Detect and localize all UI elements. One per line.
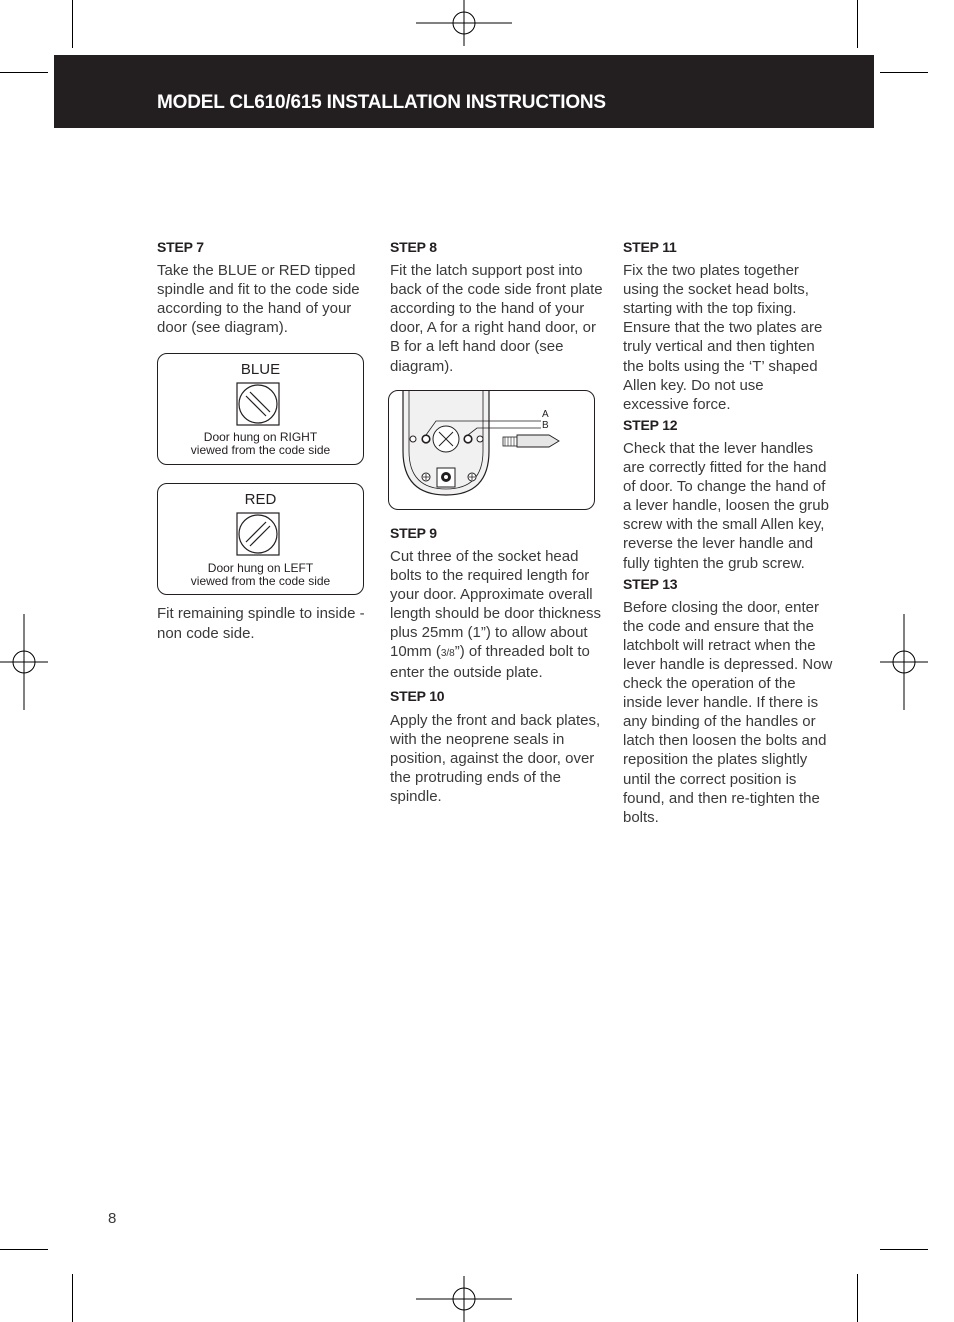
- red-label: RED: [244, 491, 277, 509]
- step-9-text-b: ”) of threaded bolt to enter the outside plate.: [390, 643, 590, 682]
- step-7-text: Take the BLUE or RED tipped spindle and fit to the code side according to the hand of your door (see diagram).: [157, 262, 360, 337]
- step-7-heading: STEP 7: [157, 239, 204, 255]
- crop-mark: [857, 1274, 858, 1322]
- label-b: B: [542, 419, 549, 431]
- step-11-heading: STEP 11: [623, 239, 677, 255]
- red-spindle-diagram: [157, 483, 364, 595]
- blue-caption-line2: viewed from the code side: [190, 443, 331, 458]
- registration-mark-icon: [880, 614, 928, 710]
- blue-spindle-diagram: [157, 353, 364, 465]
- step-8-text: Fit the latch support post into back of the code side front plate according to the hand of your door, A for a right hand door, or B for a left hand door (see diagram).: [390, 262, 603, 375]
- crop-mark: [880, 1249, 928, 1250]
- blue-label: BLUE: [240, 361, 281, 379]
- registration-mark-icon: [416, 0, 512, 46]
- remaining-spindle-text: Fit remaining spindle to inside - non code side.: [157, 605, 365, 642]
- column-2: [390, 238, 605, 806]
- spindle-icon: [236, 512, 280, 556]
- red-caption-line1: Door hung on LEFT: [207, 561, 314, 576]
- step-9-text: [390, 547, 605, 683]
- crop-mark: [880, 72, 928, 73]
- step-13-text: Before closing the door, enter the code and ensure that the latchbolt will retract when the lever handle is depressed. Now check the operation of the inside lever handle. If there is any binding of the handles or latch then loosen the bolts and reposition the plates slightly until the correct position is found, and then re-tighten the bolts.: [623, 598, 833, 826]
- crop-mark: [0, 72, 48, 73]
- red-caption-line2: viewed from the code side: [190, 574, 331, 589]
- crop-mark: [857, 0, 858, 48]
- page-title: MODEL CL610/615 INSTALLATION INSTRUCTIONS: [157, 92, 606, 113]
- header-bar: [54, 55, 874, 128]
- crop-mark: [72, 1274, 73, 1322]
- latch-post-diagram: [388, 390, 595, 510]
- column-1: [157, 238, 367, 643]
- front-plate-icon: [389, 391, 594, 509]
- step-9-fraction: 3/8: [440, 648, 455, 660]
- crop-mark: [0, 1249, 48, 1250]
- page-number: 8: [108, 1210, 117, 1227]
- crop-mark: [72, 0, 73, 48]
- column-3: [623, 238, 833, 827]
- step-8-heading: STEP 8: [390, 239, 437, 255]
- registration-mark-icon: [0, 614, 48, 710]
- spindle-icon: [236, 382, 280, 426]
- step-9-heading: STEP 9: [390, 524, 437, 541]
- blue-caption-line1: Door hung on RIGHT: [203, 430, 318, 445]
- step-12-heading: STEP 12: [623, 416, 678, 433]
- step-10-text: Apply the front and back plates, with the neoprene seals in position, against the door, over the protruding ends of the spindle.: [390, 711, 601, 805]
- step-13-heading: STEP 13: [623, 575, 678, 592]
- step-9-text-a: Cut three of the socket head bolts to the required length for your door. Approximate overall length should be door thickness plus 25mm (1”) to allow about 10mm (: [390, 547, 601, 661]
- registration-mark-icon: [416, 1276, 512, 1322]
- step-10-heading: STEP 10: [390, 688, 445, 705]
- step-12-text: Check that the lever handles are correctly fitted for the hand of door. To change the hand of a lever handle, loosen the grub screw with the small Allen key, reverse the lever handle and fully tighten the grub screw.: [623, 439, 829, 572]
- label-a: A: [542, 408, 549, 420]
- step-11-text: Fix the two plates together using the socket head bolts, starting with the top fixing. Ensure that the two plates are truly vertical and then tighten the bolts using the ‘T’ shaped Allen key. Do not use excessive force.: [623, 262, 823, 413]
